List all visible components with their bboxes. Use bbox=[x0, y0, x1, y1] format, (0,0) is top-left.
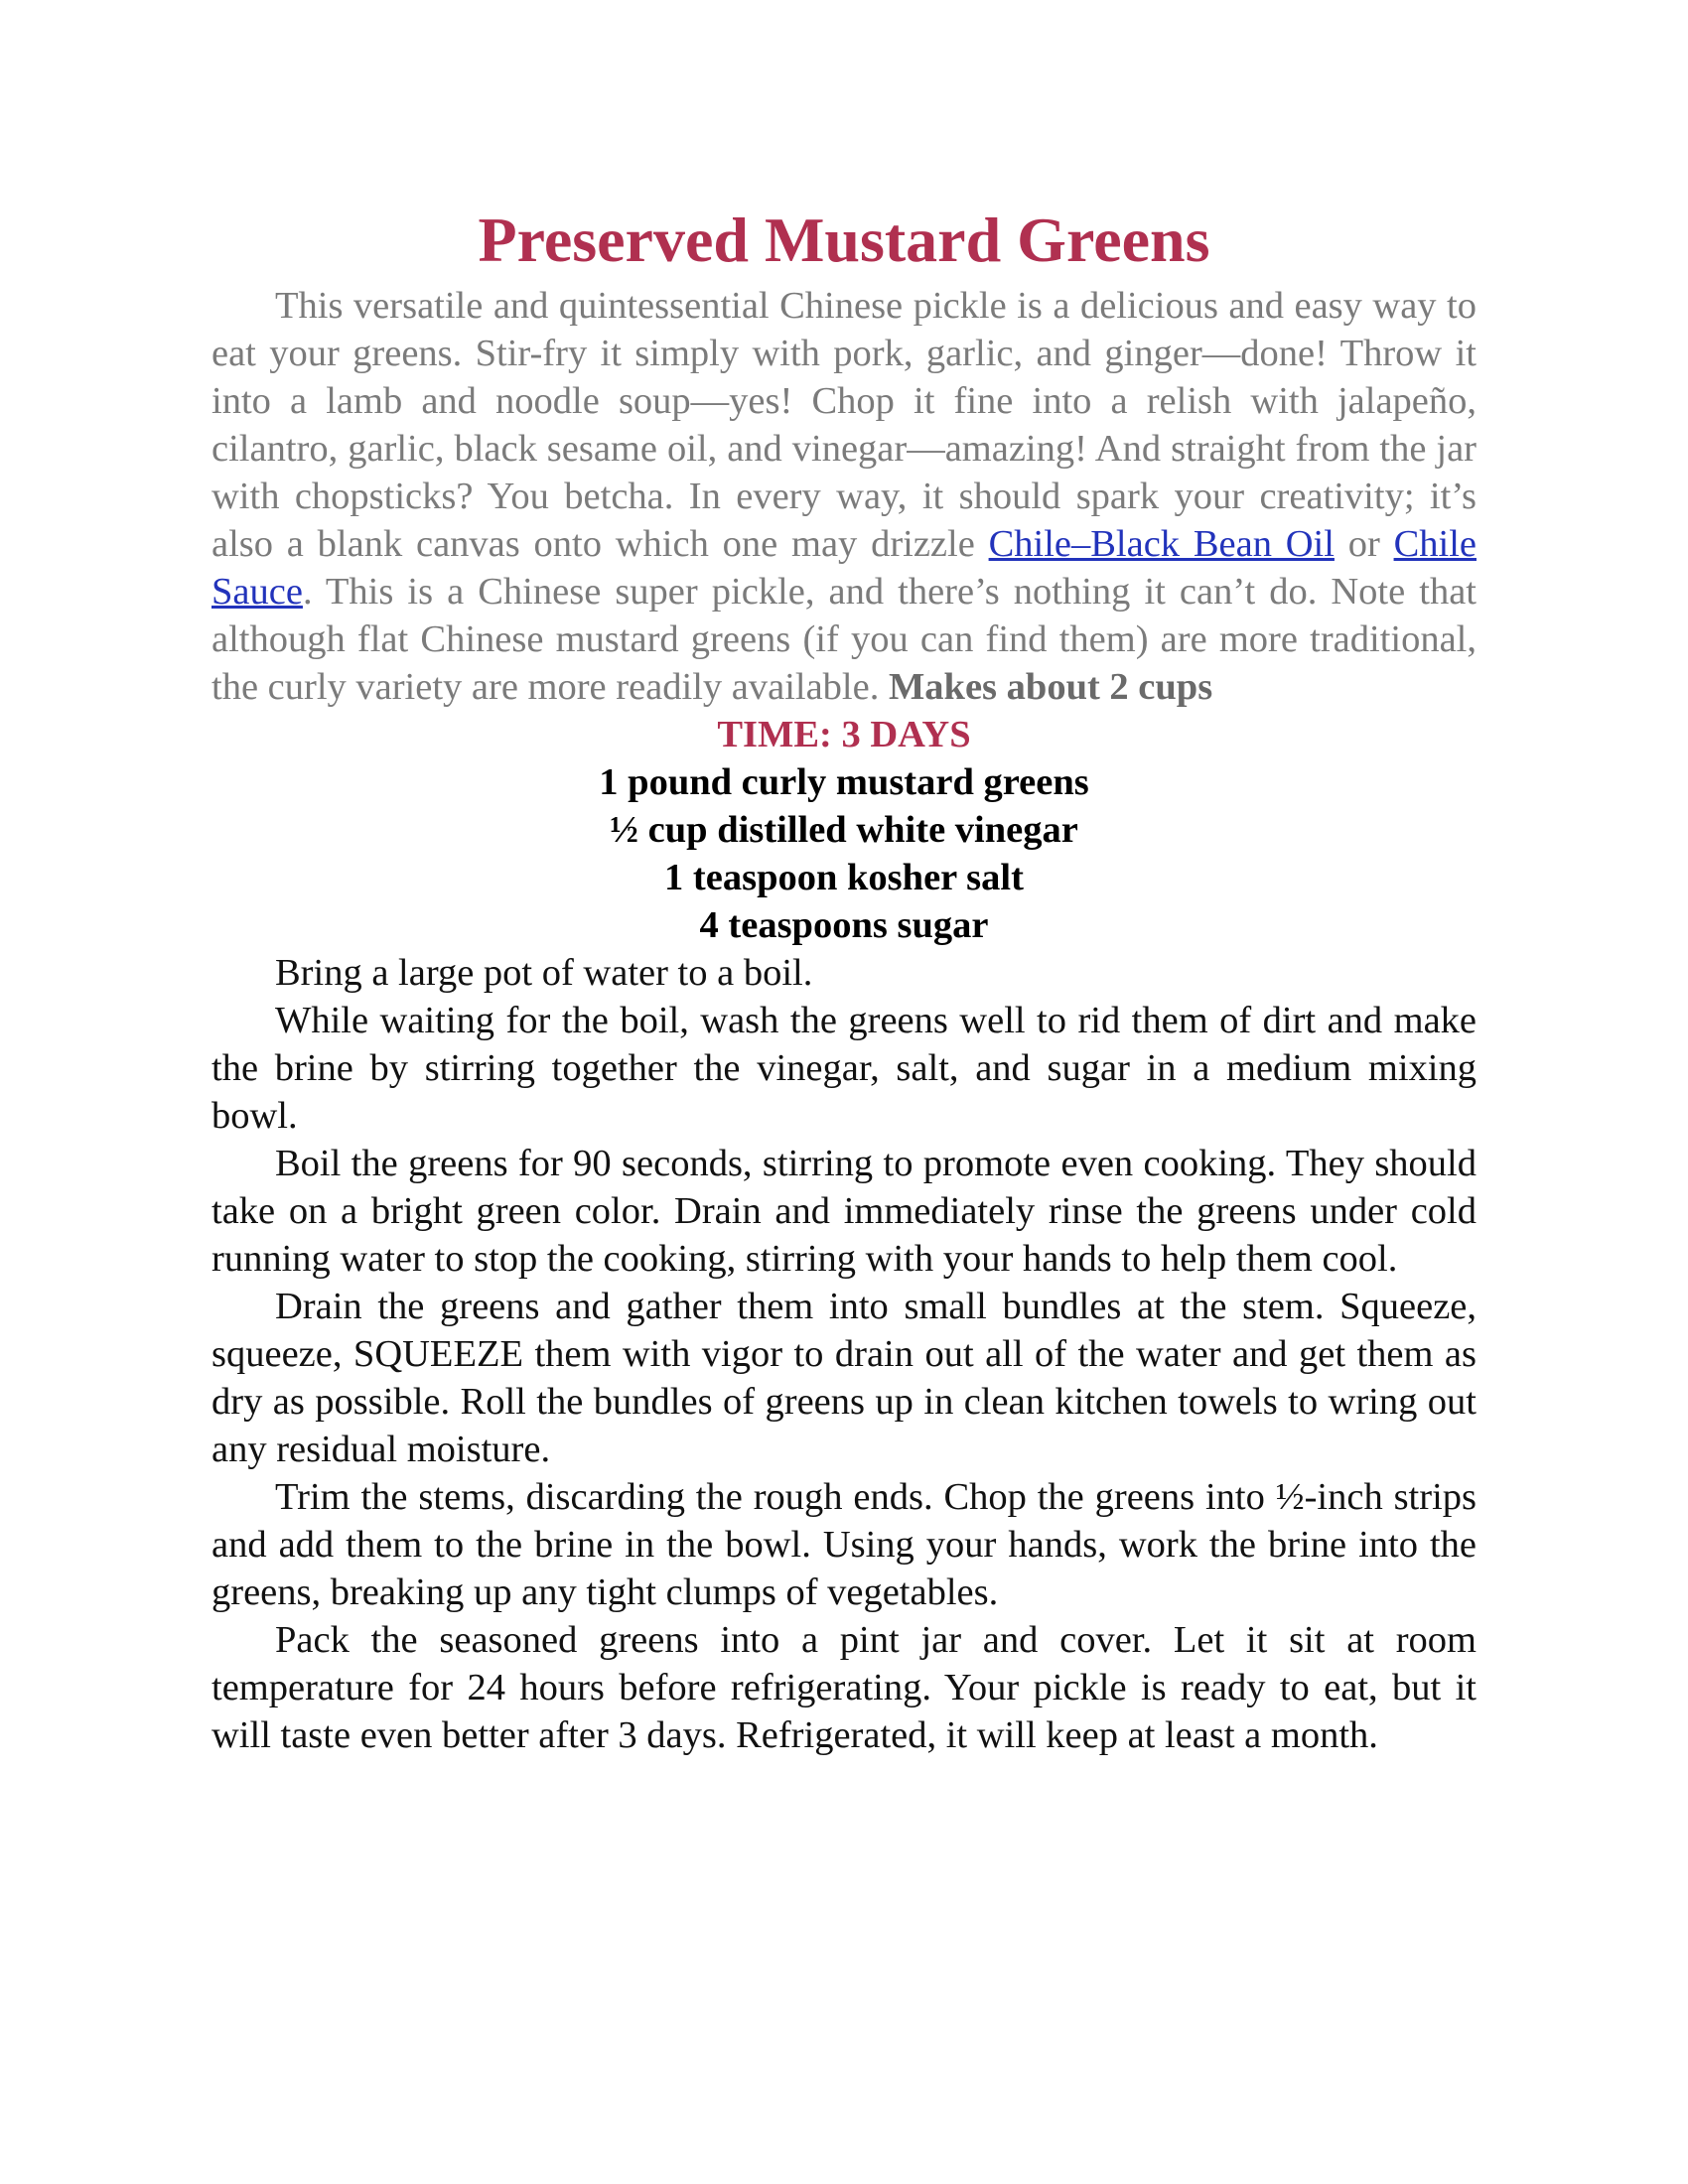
ingredient-list bbox=[211, 758, 1477, 949]
instructions bbox=[211, 949, 1477, 1759]
chile-black-bean-oil-link[interactable]: Chile–Black Bean Oil bbox=[988, 523, 1335, 565]
recipe-page bbox=[211, 199, 1477, 1759]
recipe-time: TIME: 3 DAYS bbox=[717, 714, 971, 755]
intro-text: . This is a Chinese super pickle, and there’s nothing it can’t do. Note that although flat Chinese mustard greens (if you can find them) are more traditional, the curly variety are more readily available. bbox=[211, 571, 1477, 708]
instruction-step: Drain the greens and gather them into small bundles at the stem. Squeeze, squeeze, SQUEEZE them with vigor to drain out all of the water and get them as dry as possible. Roll the bundles of greens up in clean kitchen towels to wring out any residual moisture. bbox=[211, 1286, 1477, 1470]
recipe-intro bbox=[211, 282, 1477, 711]
ingredient-item: 4 teaspoons sugar bbox=[699, 904, 989, 946]
intro-text: This versatile and quintessential Chinese pickle is a delicious and easy way to eat your greens. Stir-fry it simply with pork, garlic, and ginger—done! Throw it into a lamb and noodle soup—yes! Chop it fine into a relish with jalapeño, cilantro, garlic, black sesame oil, and vinegar—amazing! And straight from the jar with chopsticks? You betcha. In every way, it should spark your creativity; it’s also a blank canvas onto which one may drizzle bbox=[211, 285, 1477, 565]
instruction-step: Boil the greens for 90 seconds, stirring to promote even cooking. They should take on a bright green color. Drain and immediately rinse the greens under cold running water to stop the cooking, stirring with your hands to help them cool. bbox=[211, 1143, 1477, 1280]
chile-sauce-link[interactable]: Chile Sauce bbox=[211, 523, 1477, 613]
intro-text: or bbox=[1334, 523, 1394, 565]
ingredient-item: 1 teaspoon kosher salt bbox=[664, 857, 1024, 898]
instruction-step: Pack the seasoned greens into a pint jar and cover. Let it sit at room temperature for 24 hours before refrigerating. Your pickle is ready to eat, but it will taste even better after 3 days. Refrigerated, it will keep at least a month. bbox=[211, 1619, 1477, 1756]
recipe-title: Preserved Mustard Greens bbox=[478, 205, 1210, 275]
recipe-yield: Makes about 2 cups bbox=[888, 666, 1213, 708]
instruction-step: Bring a large pot of water to a boil. bbox=[275, 952, 813, 994]
ingredient-item: ½ cup distilled white vinegar bbox=[610, 809, 1078, 851]
instruction-step: While waiting for the boil, wash the greens well to rid them of dirt and make the brine by stirring together the vinegar, salt, and sugar in a medium mixing bowl. bbox=[211, 1000, 1477, 1137]
instruction-step: Trim the stems, discarding the rough ends. Chop the greens into ½-inch strips and add them to the brine in the bowl. Using your hands, work the brine into the greens, breaking up any tight clumps of vegetables. bbox=[211, 1476, 1477, 1613]
ingredient-item: 1 pound curly mustard greens bbox=[599, 761, 1089, 803]
